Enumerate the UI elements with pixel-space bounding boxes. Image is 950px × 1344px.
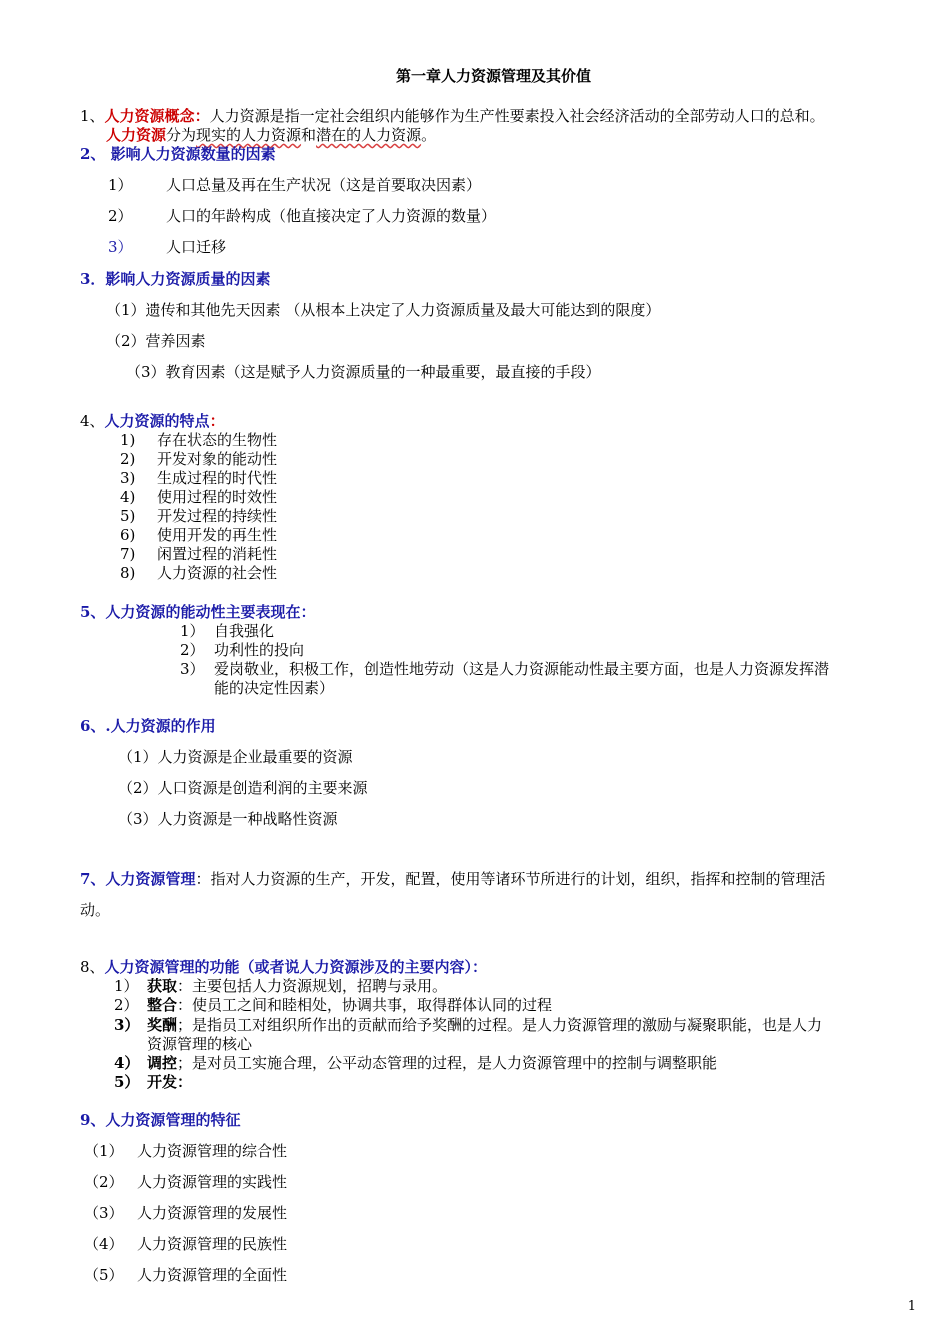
section-7-heading: 7、人力资源管理: [80, 870, 196, 888]
section-1-colon: ：: [194, 107, 210, 125]
list-item: 5) 开发过程的持续性: [120, 507, 278, 525]
list-item: （2） 人力资源管理的实践性: [84, 1173, 288, 1191]
section-9-heading: 9、人力资源管理的特征: [80, 1111, 241, 1129]
section-1-text: 人力资源是指一定社会组织内能够作为生产性要素投入社会经济活动的全部劳动人口的总和。: [209, 107, 825, 125]
list-item: 3） 奖酬；是指员工对组织所作出的贡献而给予奖酬的过程。是人力资源管理的激励与凝聚职能，也是人力: [114, 1016, 823, 1034]
list-item: （3） 人力资源管理的发展性: [84, 1204, 288, 1222]
section-6-heading: 6、.人力资源的作用: [80, 717, 216, 735]
section-1-line2-b: 和: [301, 126, 317, 144]
section-2-heading: 2、 影响人力资源数量的因素: [80, 145, 276, 163]
list-item: （2）人口资源是创造利润的主要来源: [118, 779, 368, 797]
section-1-line2-label: 人力资源: [106, 126, 167, 144]
section-1-underlined-1: 现实的人力资源: [196, 126, 302, 144]
list-item: 2） 功利性的投向: [180, 641, 305, 659]
list-item: （4） 人力资源管理的民族性: [84, 1235, 288, 1253]
list-item: 1） 自我强化: [180, 622, 275, 640]
section-1-line-1: [80, 107, 825, 126]
section-8-heading: 8、人力资源管理的功能（或者说人力资源涉及的主要内容）：: [80, 958, 488, 976]
page-title: 第一章人力资源管理及其价值: [396, 67, 592, 85]
list-item: （1） 人力资源管理的综合性: [84, 1142, 288, 1160]
list-item: 5） 开发：: [114, 1073, 193, 1091]
list-item: 2) 开发对象的能动性: [120, 450, 278, 468]
list-item: （3）人力资源是一种战略性资源: [118, 810, 338, 828]
list-item: 3) 生成过程的时代性: [120, 469, 278, 487]
section-1-line2-c: 。: [421, 126, 437, 144]
list-item: 3） 人口迁移: [108, 238, 227, 256]
page-number: 1: [907, 1299, 916, 1314]
list-item: 2） 人口的年龄构成（他直接决定了人力资源的数量）: [108, 207, 497, 225]
list-item: （2）营养因素: [106, 332, 206, 350]
list-item: 4) 使用过程的时效性: [120, 488, 278, 506]
list-item: 4） 调控；是对员工实施合理，公平动态管理的过程，是人力资源管理中的控制与调整职能: [114, 1054, 718, 1072]
section-7-line-2: 动。: [80, 901, 111, 919]
list-item-continuation: 资源管理的核心: [147, 1035, 253, 1053]
list-item: （1）人力资源是企业最重要的资源: [118, 748, 353, 766]
section-5-heading: 5、人力资源的能动性主要表现在：: [80, 603, 316, 621]
list-item: 3） 爱岗敬业，积极工作，创造性地劳动（这是人力资源能动性最主要方面，也是人力资源发挥潜: [180, 660, 830, 678]
list-item: 1) 存在状态的生物性: [120, 431, 278, 449]
section-1-number: 1、: [80, 107, 105, 125]
section-7-line-1: 7、人力资源管理：指对人力资源的生产，开发，配置，使用等诸环节所进行的计划，组织，指挥和控制的管理活: [80, 870, 826, 888]
list-item: （5） 人力资源管理的全面性: [84, 1266, 288, 1284]
list-item: 1） 获取：主要包括人力资源规划，招聘与录用。: [114, 977, 448, 995]
list-item: 7) 闲置过程的消耗性: [120, 545, 278, 563]
section-1-line-2: [106, 126, 436, 145]
section-1-line2-a: 分为: [166, 126, 197, 144]
list-item: 2） 整合：使员工之间和睦相处，协调共事，取得群体认同的过程: [114, 996, 553, 1014]
list-item: （1）遗传和其他先天因素 （从根本上决定了人力资源质量及最大可能达到的限度）: [106, 301, 661, 319]
list-item-continuation: 能的决定性因素）: [214, 679, 335, 697]
list-item: 8) 人力资源的社会性: [120, 564, 278, 582]
section-1-underlined-2: 潜在的人力资源: [316, 126, 422, 144]
section-3-heading: 3．影响人力资源质量的因素: [80, 270, 271, 288]
list-item: （3）教育因素（这是赋予人力资源质量的一种最重要，最直接的手段）: [126, 363, 601, 381]
section-4-heading: 4、人力资源的特点：: [80, 412, 225, 430]
list-item: 6) 使用开发的再生性: [120, 526, 278, 544]
list-item: 1） 人口总量及再在生产状况（这是首要取决因素）: [108, 176, 482, 194]
section-1-label: 人力资源概念: [104, 107, 195, 125]
